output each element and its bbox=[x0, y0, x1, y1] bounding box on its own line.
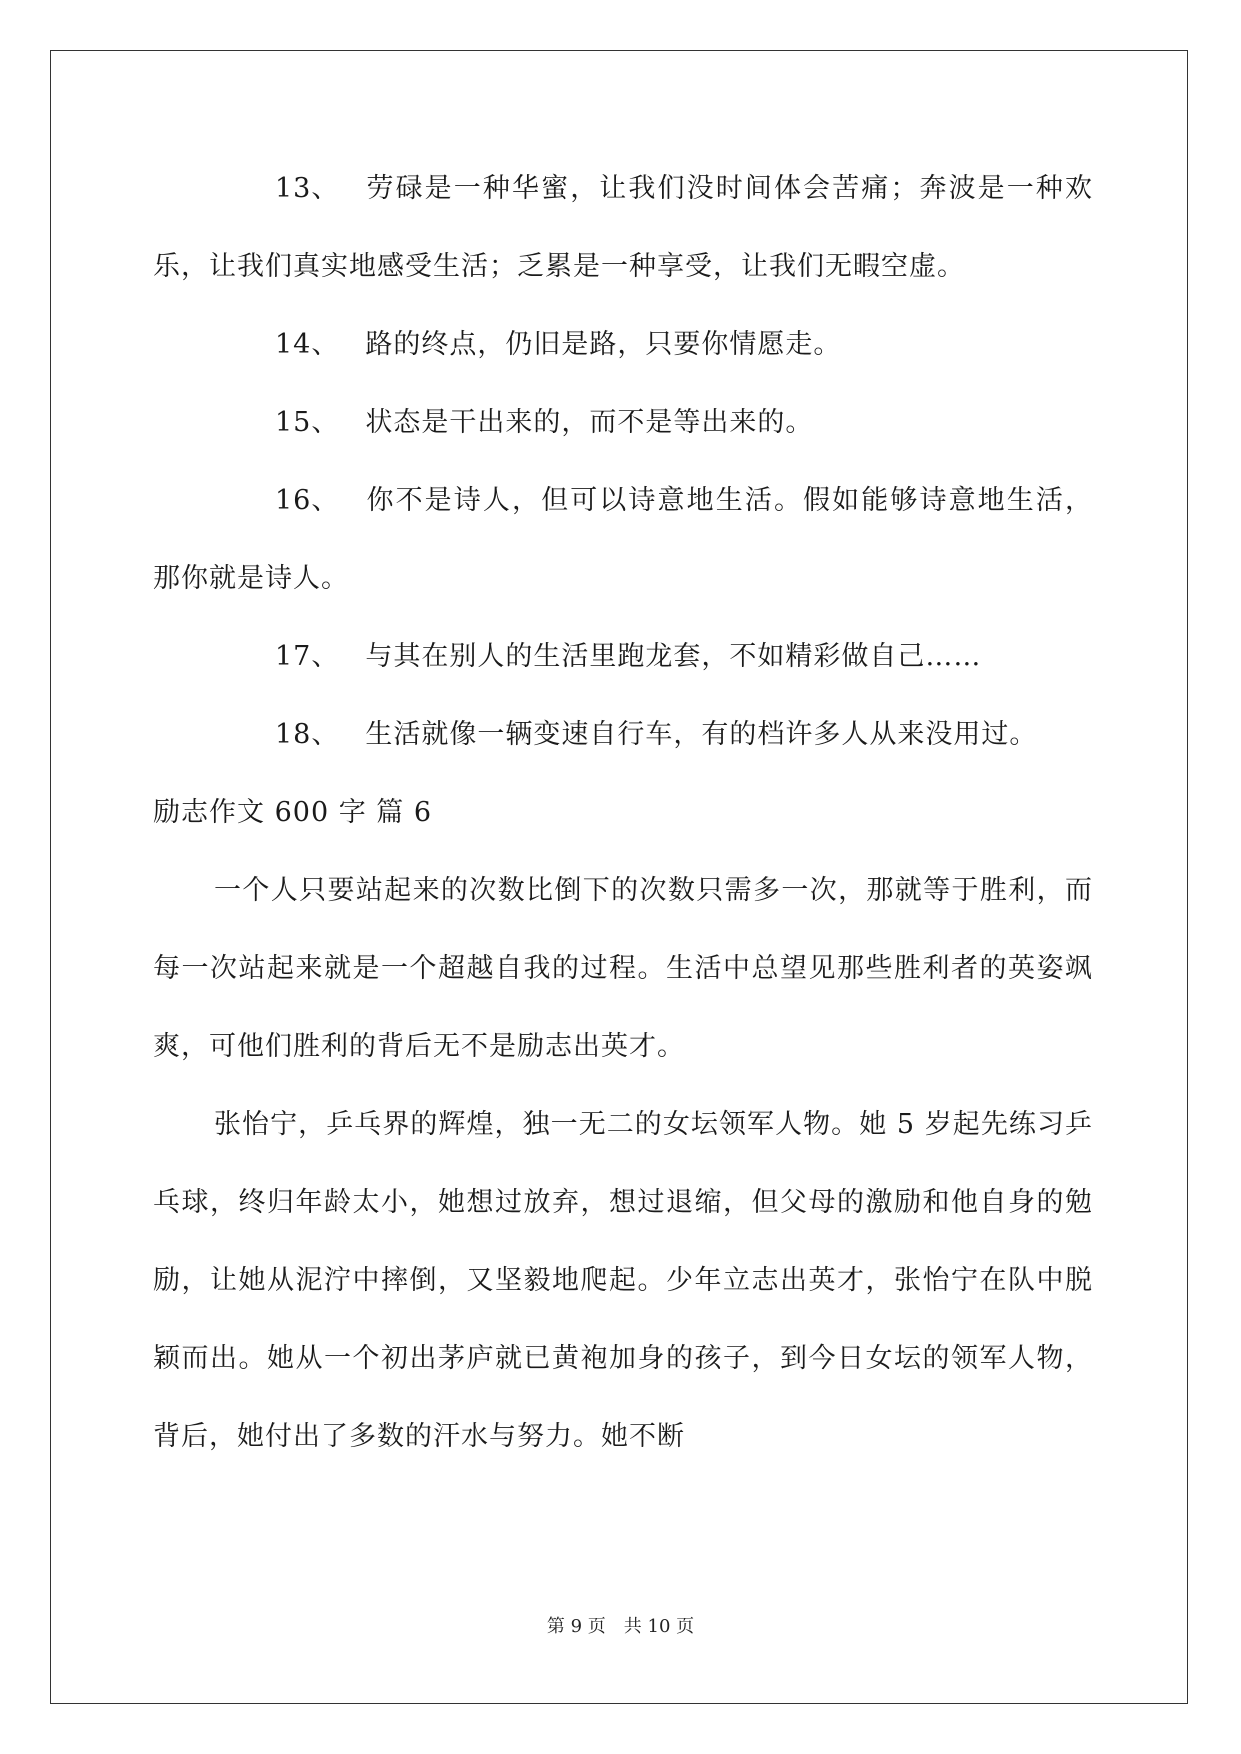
page-footer bbox=[0, 1612, 1241, 1638]
page-total: 共 10 页 bbox=[623, 1616, 695, 1637]
list-item-text: 你不是诗人，但可以诗意地生活。假如能够诗意地生活，那你就是诗人。 bbox=[153, 485, 1093, 594]
document-body bbox=[153, 150, 1093, 1476]
list-item-number: 18、 bbox=[275, 719, 340, 750]
body-paragraph: 张怡宁，乒乓界的辉煌，独一无二的女坛领军人物。她 5 岁起先练习乒乓球，终归年龄太小，她想过放弃，想过退缩，但父母的激励和他自身的勉励，让她从泥泞中摔倒，又坚毅地爬起。少年立志出英才，张怡宁在队中脱颖而出。她从一个初出茅庐就已黄袍加身的孩子，到今日女坛的领军人物，背后，她付出了多数的汗水与努力。她不断 bbox=[153, 1109, 1093, 1452]
list-item bbox=[153, 150, 1093, 306]
body-paragraph: 一个人只要站起来的次数比倒下的次数只需多一次，那就等于胜利，而每一次站起来就是一个超越自我的过程。生活中总望见那些胜利者的英姿飒爽，可他们胜利的背后无不是励志出英才。 bbox=[153, 875, 1093, 1062]
list-item bbox=[153, 462, 1093, 618]
list-item-number: 15、 bbox=[275, 407, 340, 438]
list-item bbox=[153, 618, 1093, 696]
list-item-number: 17、 bbox=[275, 641, 340, 672]
list-item-text: 与其在别人的生活里跑龙套，不如精彩做自己…… bbox=[365, 641, 982, 672]
list-item bbox=[153, 696, 1093, 774]
list-item-text: 劳碌是一种华蜜，让我们没时间体会苦痛；奔波是一种欢乐，让我们真实地感受生活；乏累是一种享受，让我们无暇空虚。 bbox=[153, 173, 1093, 282]
list-item-text: 状态是干出来的，而不是等出来的。 bbox=[365, 407, 814, 438]
list-item bbox=[153, 306, 1093, 384]
section-heading: 励志作文 600 字 篇 6 bbox=[153, 797, 433, 828]
list-item-number: 16、 bbox=[275, 485, 340, 516]
list-item-text: 生活就像一辆变速自行车，有的档许多人从来没用过。 bbox=[365, 719, 1038, 750]
page-number: 第 9 页 bbox=[546, 1616, 606, 1637]
list-item-number: 13、 bbox=[275, 173, 340, 204]
list-item-text: 路的终点，仍旧是路，只要你情愿走。 bbox=[365, 329, 842, 360]
list-item bbox=[153, 384, 1093, 462]
list-item-number: 14、 bbox=[275, 329, 340, 360]
